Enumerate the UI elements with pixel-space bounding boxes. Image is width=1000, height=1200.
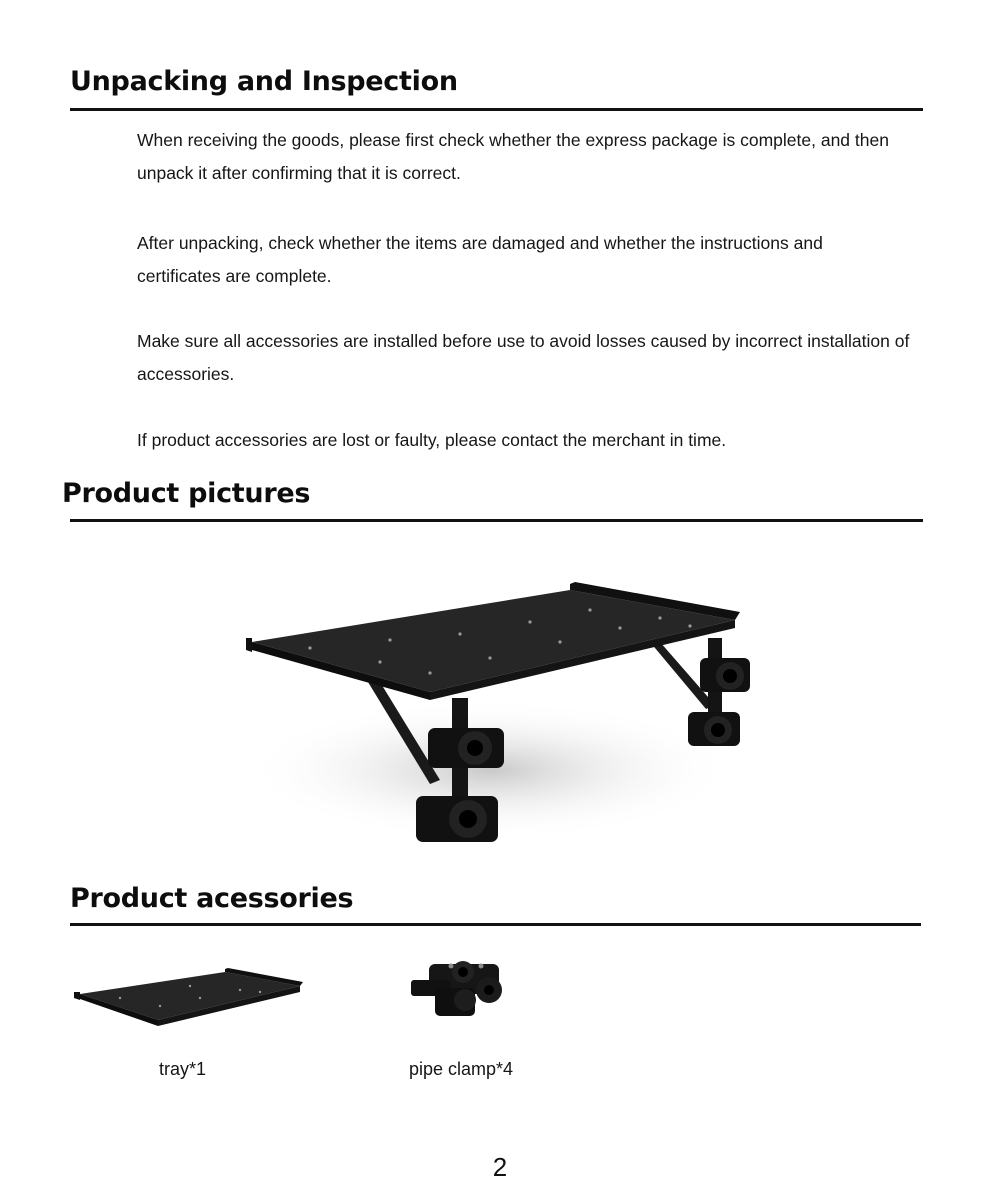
section-divider [70, 519, 923, 522]
paragraph-unpacking: After unpacking, check whether the items are damaged and whether the instructions and certificates are complete. [137, 233, 823, 286]
paragraph-accessories-install: Make sure all accessories are installed before use to avoid losses caused by incorrect installation of accessories. [137, 331, 910, 384]
section-title-unpacking: Unpacking and Inspection [70, 66, 458, 97]
section-title-accessories: Product acessories [70, 883, 354, 914]
page-number: 2 [492, 1152, 508, 1182]
section-divider [70, 108, 923, 111]
section-divider [70, 923, 921, 926]
product-photo [230, 570, 770, 870]
paragraph-receiving: When receiving the goods, please first check whether the express package is complete, and then unpack it after confirming that it is correct. [137, 130, 889, 183]
accessory-label-pipe-clamp: pipe clamp*4 [409, 1059, 514, 1079]
tray-photo [70, 962, 310, 1032]
accessory-label-tray: tray*1 [159, 1059, 207, 1079]
pipe-clamp-photo [405, 960, 510, 1020]
paragraph-contact-merchant: If product accessories are lost or faulty, please contact the merchant in time. [137, 430, 727, 450]
section-title-pictures: Product pictures [62, 478, 311, 509]
